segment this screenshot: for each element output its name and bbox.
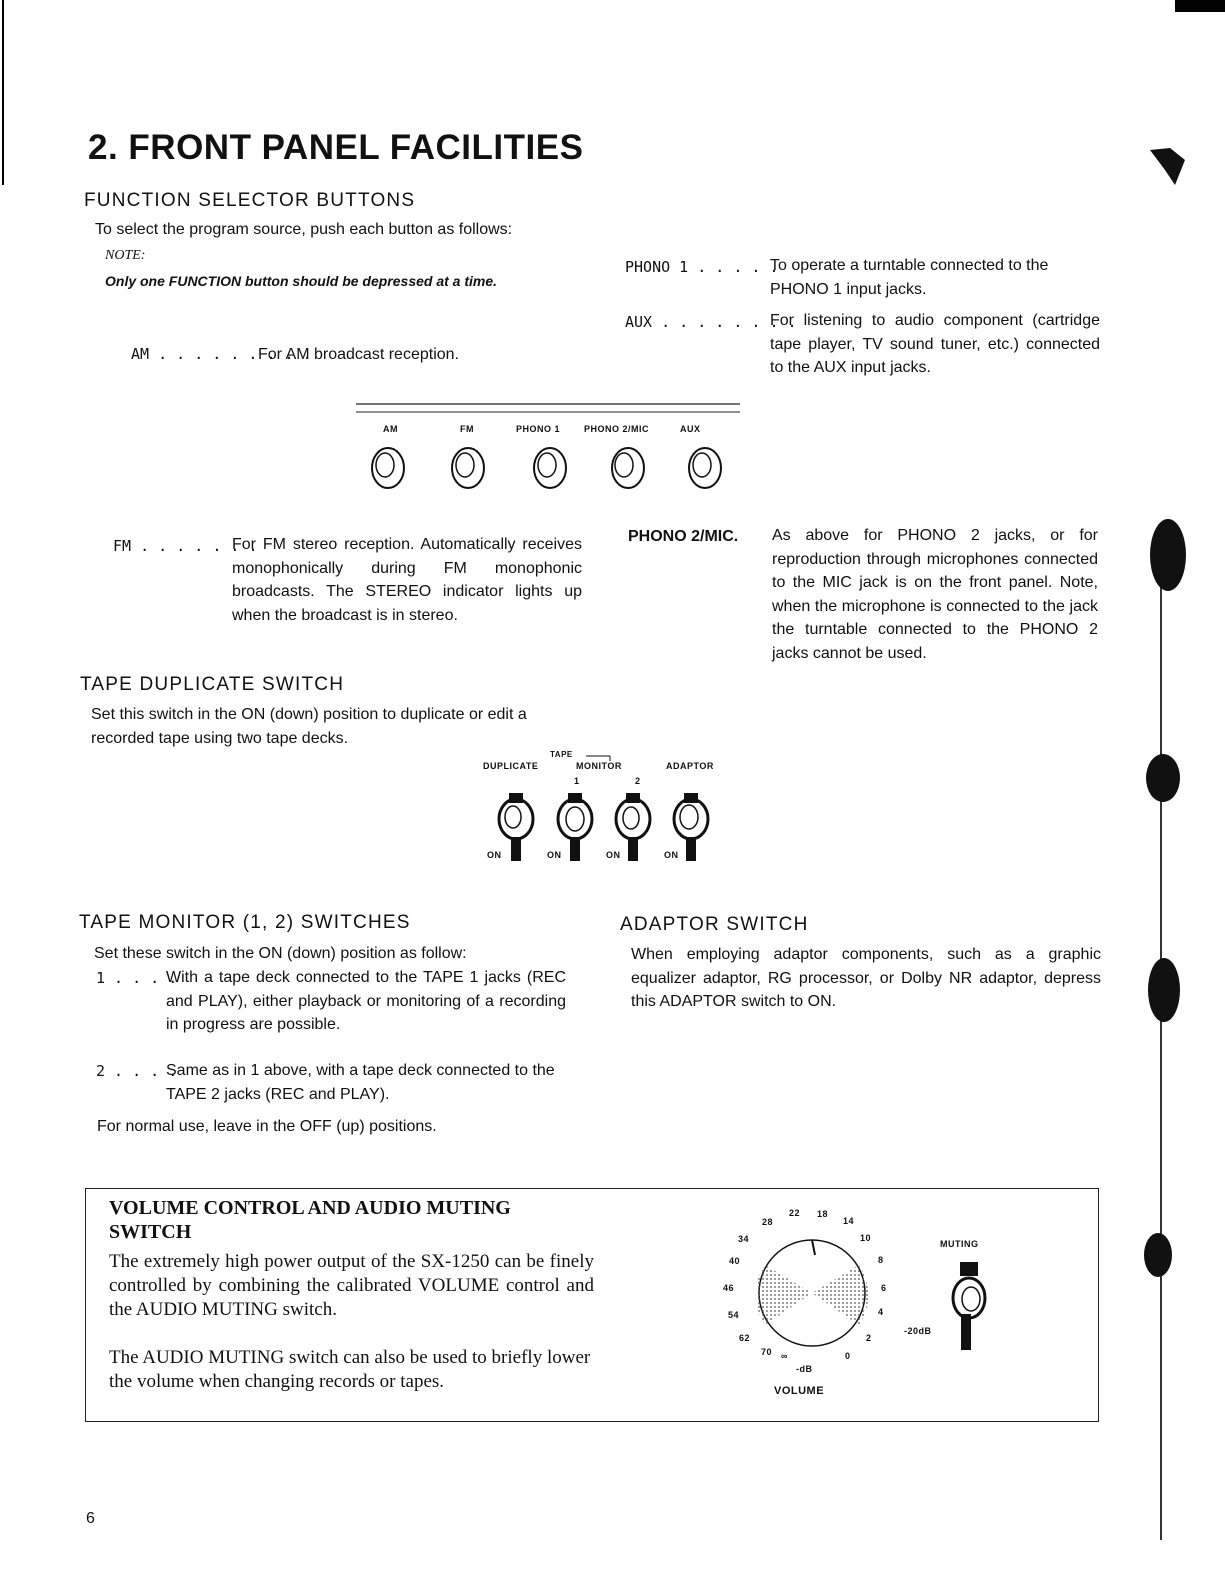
tape-group-label: TAPE: [550, 750, 573, 759]
phono2-desc: As above for PHONO 2 jacks, or for reproduction through microphones connected to the MIC jack is on the front panel. Note, when the microphone is connected to the jack the turntable connected to the PHONO 2 jacks cannot be used.: [772, 527, 1098, 662]
dial-mark-28: 28: [762, 1217, 774, 1227]
muting-value: -20dB: [904, 1326, 932, 1336]
dial-mark-2: 2: [866, 1333, 872, 1343]
function-button-fm: [448, 445, 488, 491]
fm-desc: For FM stereo reception. Automatically receives monophonically during FM monophonic broadcasts. The STEREO indicator lights up when the broadcast is in stereo.: [232, 536, 582, 624]
am-lead: AM . . . . . . . . .: [131, 345, 312, 363]
on-label-duplicate: ON: [487, 850, 502, 860]
dial-mark-62: 62: [739, 1333, 751, 1343]
dial-mark-46: 46: [723, 1283, 735, 1293]
tape-monitor-item1-lead: 1 . . . .: [96, 969, 178, 987]
function-button-label-phono1: PHONO 1: [516, 424, 561, 434]
binder-holes: [1130, 130, 1190, 1570]
dial-mark-40: 40: [729, 1256, 741, 1266]
monitor-1-label: 1: [574, 776, 580, 786]
volume-para1: The extremely high power output of the SX-1250 can be finely controlled by combining the calibrated VOLUME control and the AUDIO MUTING switch.: [109, 1251, 594, 1320]
phono1-desc: To operate a turntable connected to the PHONO 1 input jacks.: [770, 257, 1049, 298]
dial-mark-14: 14: [843, 1216, 855, 1226]
function-button-aux: [685, 445, 725, 491]
dial-unit: -dB: [796, 1364, 813, 1374]
function-button-label-fm: FM: [460, 424, 474, 434]
muting-switch: [948, 1262, 990, 1352]
adaptor-heading: ADAPTOR SWITCH: [620, 914, 809, 935]
function-button-am: [368, 445, 408, 491]
function-button-label-am: AM: [383, 424, 398, 434]
on-label-monitor-2: ON: [606, 850, 621, 860]
adaptor-text: When employing adaptor components, such as a graphic equalizer adaptor, RG processor, or Dolby NR adaptor, depress this ADAPTOR switch to ON.: [631, 946, 1101, 1010]
dial-mark-10: 10: [860, 1233, 872, 1243]
muting-label: MUTING: [940, 1239, 979, 1249]
page-number: 6: [86, 1510, 95, 1527]
fm-lead: FM . . . . . . .: [113, 537, 258, 555]
volume-heading: VOLUME CONTROL AND AUDIO MUTING SWITCH: [109, 1197, 511, 1243]
scan-margin-line-left: [2, 0, 4, 185]
tape-monitor-heading: TAPE MONITOR (1, 2) SWITCHES: [79, 912, 411, 933]
function-button-phono2: [608, 445, 648, 491]
aux-desc: For listening to audio component (cartridge tape player, TV sound tuner, etc.) connected to the AUX input jacks.: [770, 312, 1100, 376]
adaptor-label: ADAPTOR: [666, 761, 714, 771]
dial-mark-22: 22: [789, 1208, 801, 1218]
on-label-monitor-1: ON: [547, 850, 562, 860]
switch-duplicate: [496, 793, 536, 863]
phono1-lead: PHONO 1 . . . . .: [625, 258, 779, 276]
monitor-2-label: 2: [635, 776, 641, 786]
dial-mark-54: 54: [728, 1310, 740, 1320]
tape-duplicate-text: Set this switch in the ON (down) position to duplicate or edit a recorded tape using two tape decks.: [91, 706, 527, 747]
volume-label: VOLUME: [774, 1385, 825, 1397]
function-button-label-aux: AUX: [680, 424, 701, 434]
volume-knob: [745, 1225, 885, 1355]
dial-mark-4: 4: [878, 1307, 884, 1317]
note-label: NOTE:: [105, 248, 146, 263]
tape-duplicate-heading: TAPE DUPLICATE SWITCH: [80, 674, 345, 695]
dial-mark-18: 18: [817, 1209, 829, 1219]
tape-monitor-footer: For normal use, leave in the OFF (up) positions.: [97, 1118, 437, 1135]
dial-mark-infinity: ∞: [781, 1351, 788, 1361]
on-label-adaptor: ON: [664, 850, 679, 860]
function-heading: FUNCTION SELECTOR BUTTONS: [84, 190, 416, 211]
duplicate-label: DUPLICATE: [483, 761, 539, 771]
dial-mark-6: 6: [881, 1283, 887, 1293]
dial-mark-34: 34: [738, 1234, 750, 1244]
function-button-label-phono2: PHONO 2/MIC: [584, 424, 650, 434]
dial-mark-8: 8: [878, 1255, 884, 1265]
monitor-label: MONITOR: [576, 761, 622, 771]
volume-para2: The AUDIO MUTING switch can also be used to briefly lower the volume when changing records or tapes.: [109, 1347, 591, 1392]
am-desc: For AM broadcast reception.: [258, 346, 459, 363]
dial-mark-70: 70: [761, 1347, 773, 1357]
function-intro: To select the program source, push each button as follows:: [95, 221, 513, 238]
aux-lead: AUX . . . . . . . .: [625, 313, 797, 331]
page-title: 2. FRONT PANEL FACILITIES: [88, 128, 584, 167]
dial-mark-0: 0: [845, 1351, 851, 1361]
note-text: Only one FUNCTION button should be depressed at a time.: [105, 273, 498, 289]
tape-monitor-item2-text: Same as in 1 above, with a tape deck connected to the TAPE 2 jacks (REC and PLAY).: [166, 1062, 555, 1103]
function-button-phono1: [530, 445, 570, 491]
tape-monitor-intro: Set these switch in the ON (down) position as follow:: [94, 945, 467, 962]
phono2-lead: PHONO 2/MIC.: [628, 528, 739, 545]
scan-mark-top-right: [1175, 0, 1225, 12]
tape-monitor-item2-lead: 2 . . . .: [96, 1062, 178, 1080]
tape-monitor-item1-text: With a tape deck connected to the TAPE 1 jacks (REC and PLAY), either playback or monitoring of a recording in progress are possible.: [166, 969, 566, 1033]
